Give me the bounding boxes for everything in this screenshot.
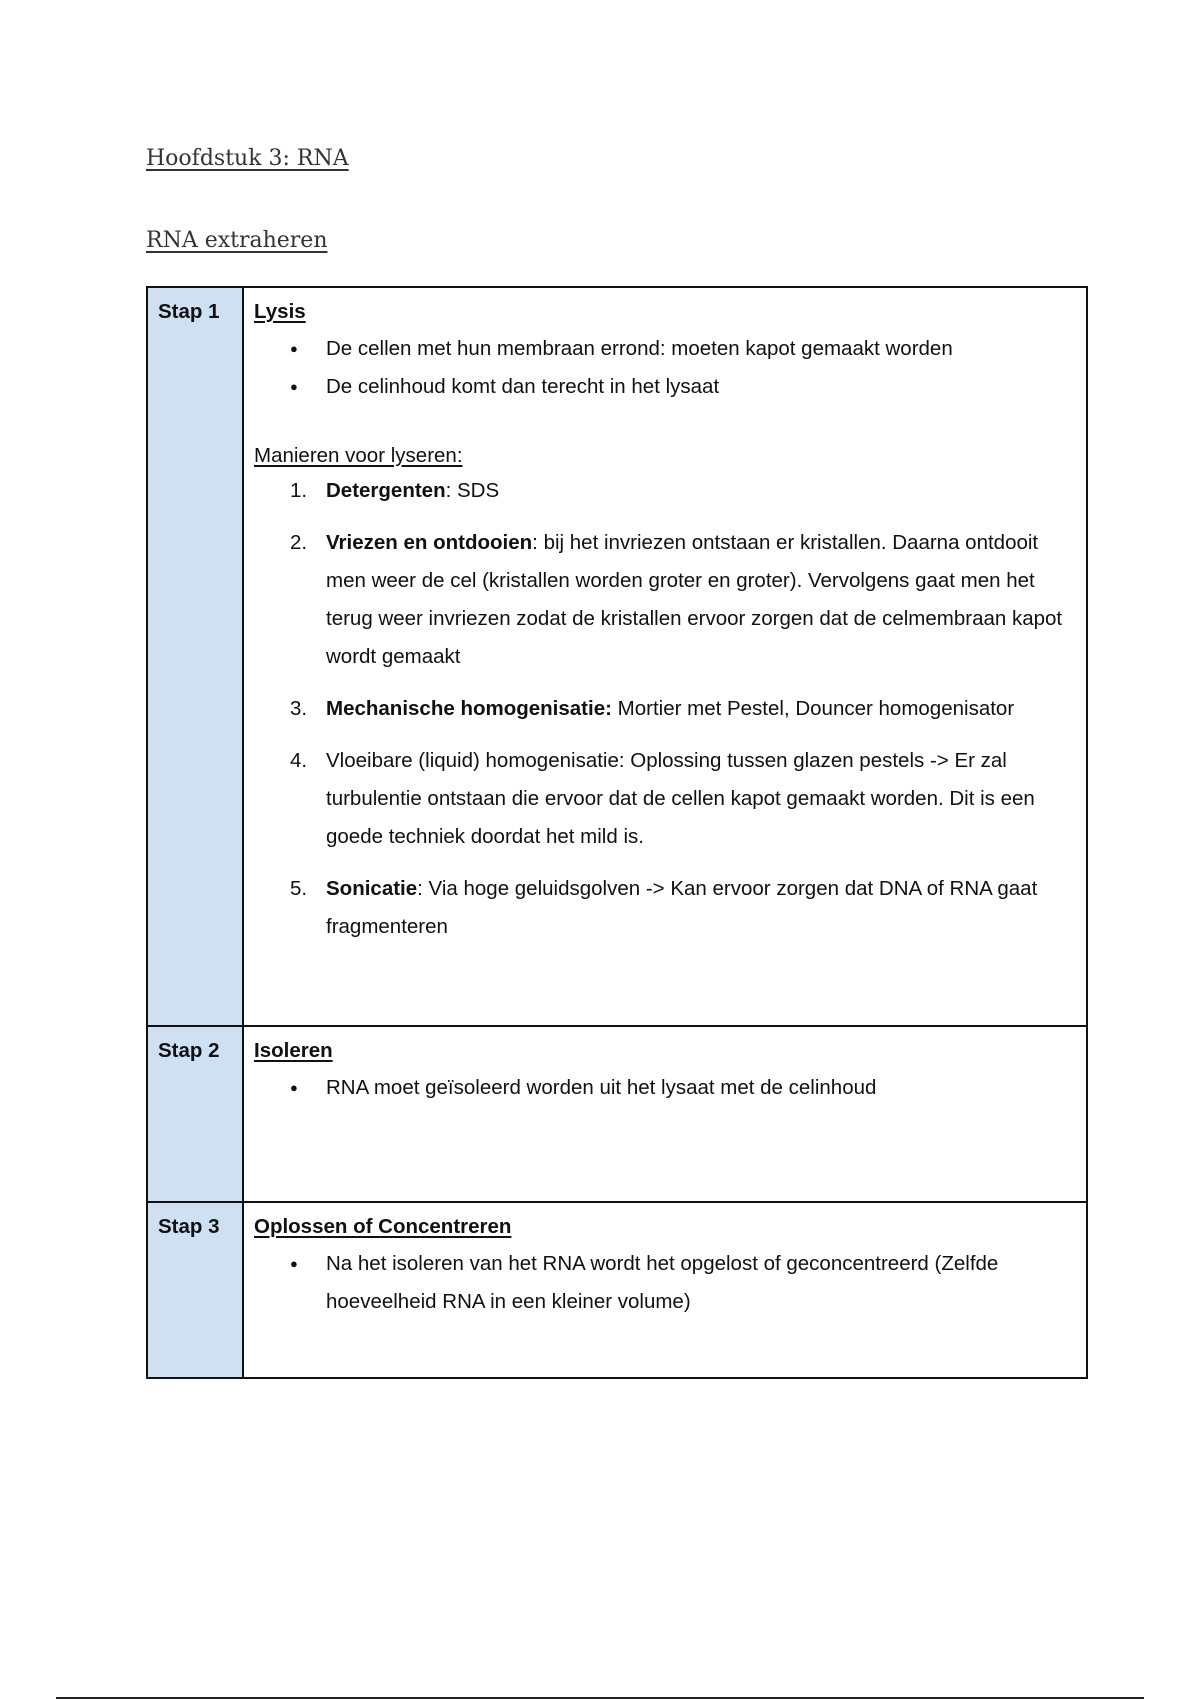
list-item [290,690,1070,728]
list-number: 5. [290,877,308,900]
list-number: 4. [290,749,308,772]
methods-list [254,472,1070,946]
list-item [290,472,1070,510]
list-number: 1. [290,479,308,502]
list-number: 2. [290,531,308,554]
steps-table [146,286,1088,1379]
list-number: 3. [290,697,308,720]
step-label: Stap 2 [147,1026,243,1202]
bullet-list [254,1069,1070,1107]
step-title: Oplossen of Concentreren [254,1215,512,1238]
method-text: : bij het invriezen ontstaan er kristallen. Daarna ontdooit men weer de cel (kristallen worden groter en groter). Vervolgens gaat men het terug weer invriezen zodat de kristallen ervoor zorgen dat de celmembraan kapot wordt gemaakt [326,531,1063,668]
table-row [147,287,1087,1026]
bullet-list [254,330,1070,406]
list-item [290,870,1070,946]
section-title: RNA extraheren [146,228,328,253]
list-item: ● De celinhoud komt dan terecht in het lysaat [326,368,1070,406]
page-divider [56,1697,1144,1699]
step-label: Stap 3 [147,1202,243,1378]
method-term: Mechanische homogenisatie: [326,697,612,720]
method-term: Sonicatie [326,877,418,900]
list-item [290,524,1070,676]
list-item [290,742,1070,856]
chapter-title: Hoofdstuk 3: RNA [146,146,349,171]
methods-heading: Manieren voor lyseren: [254,444,463,467]
list-item: ● Na het isoleren van het RNA wordt het opgelost of geconcentreerd (Zelfde hoeveelheid RNA in een kleiner volume) [326,1245,1070,1321]
table-row [147,1026,1087,1202]
step-body [243,1202,1087,1378]
list-item: ● RNA moet geïsoleerd worden uit het lysaat met de celinhoud [326,1069,1070,1107]
bullet-list [254,1245,1070,1321]
method-term: Vriezen en ontdooien [326,531,533,554]
method-text: Vloeibare (liquid) homogenisatie: Oplossing tussen glazen pestels -> Er zal turbulentie ontstaan die ervoor dat de cellen kapot gemaakt worden. Dit is een goede techniek doordat het mild is. [326,749,1035,848]
method-text: Mortier met Pestel, Douncer homogenisator [611,697,1015,720]
method-text: : SDS [445,479,500,502]
step-title: Lysis [254,300,306,323]
table-row [147,1202,1087,1378]
step-title: Isoleren [254,1039,333,1062]
step-body [243,287,1087,1026]
method-term: Detergenten [326,479,446,502]
list-item: ● De cellen met hun membraan errond: moeten kapot gemaakt worden [326,330,1070,368]
step-body [243,1026,1087,1202]
step-label: Stap 1 [147,287,243,1026]
method-text: : Via hoge geluidsgolven -> Kan ervoor zorgen dat DNA of RNA gaat fragmenteren [326,877,1038,938]
